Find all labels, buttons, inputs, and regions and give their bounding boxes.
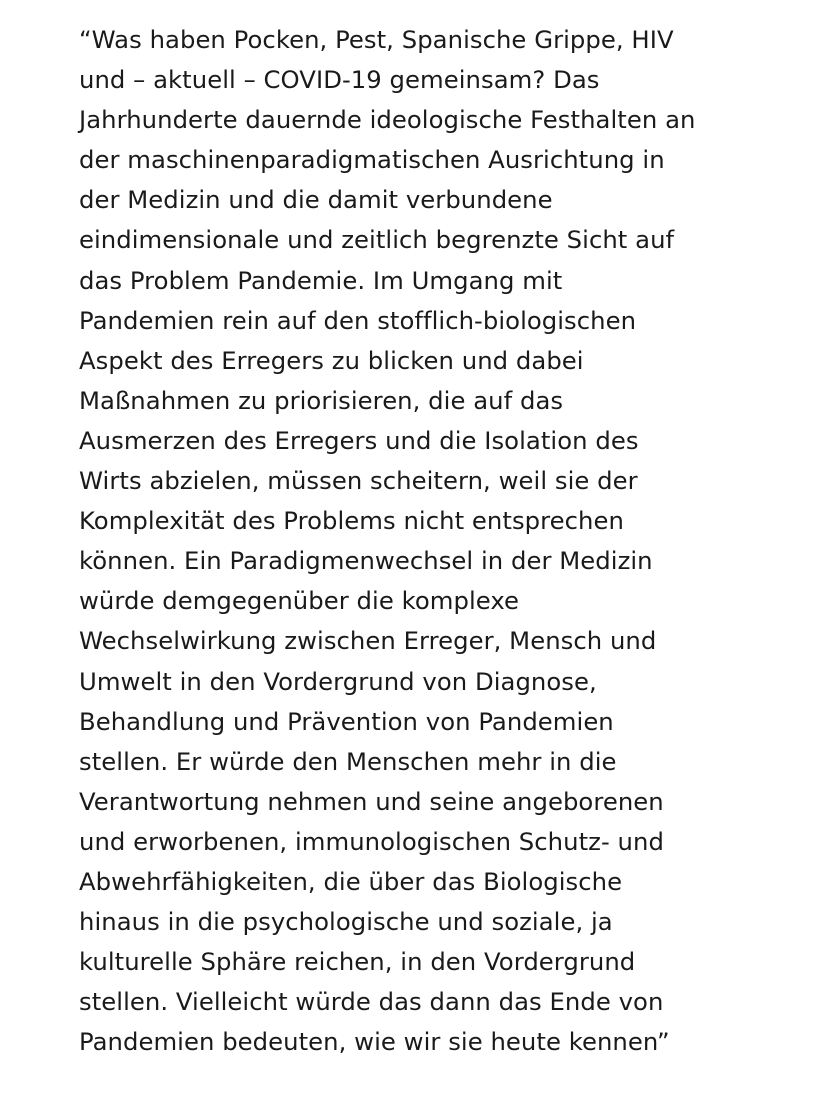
quote-line: Ausmerzen des Erregers und die Isolation des [79,425,639,455]
quote-line: Umwelt in den Vordergrund von Diagnose, [79,666,597,696]
quote-line: Jahrhunderte dauernde ideologische Festhalten an [79,105,696,135]
quote-line: Wechselwirkung zwischen Erreger, Mensch und [79,626,657,656]
quote-line: Maßnahmen zu priorisieren, die auf das [79,385,564,415]
quote-line: der maschinenparadigmatischen Ausrichtung in [79,145,665,175]
quote-line: würde demgegenüber die komplexe [79,586,519,616]
quote-line: Verantwortung nehmen und seine angeborenen [79,786,664,816]
quote-text-block [79,20,819,1062]
quote-line: stellen. Vielleicht würde das dann das Ende von [79,987,664,1017]
quote-line: und – aktuell – COVID-19 gemeinsam? Das [79,65,600,95]
quote-line: Abwehrfähigkeiten, die über das Biologische [79,866,623,896]
quote-line: Pandemien rein auf den stofflich-biologischen [79,305,637,335]
quote-line: eindimensionale und zeitlich begrenzte Sicht auf [79,225,675,255]
quote-line: Wirts abzielen, müssen scheitern, weil sie der [79,466,638,496]
quote-line: können. Ein Paradigmenwechsel in der Medizin [79,546,653,576]
quote-line: der Medizin und die damit verbundene [79,185,553,215]
quote-line: stellen. Er würde den Menschen mehr in die [79,746,617,776]
quote-line: “Was haben Pocken, Pest, Spanische Grippe, HIV [79,25,674,54]
quote-line: hinaus in die psychologische und soziale, ja [79,907,613,937]
quote-line: Behandlung und Prävention von Pandemien [79,706,614,736]
quote-line: das Problem Pandemie. Im Umgang mit [79,265,563,295]
quote-line: kulturelle Sphäre reichen, in den Vordergrund [79,947,636,977]
quote-line: Pandemien bedeuten, wie wir sie heute kennen” [79,1027,670,1057]
quote-line: Komplexität des Problems nicht entsprechen [79,506,624,536]
quote-line: Aspekt des Erregers zu blicken und dabei [79,345,584,375]
quote-line: und erworbenen, immunologischen Schutz- und [79,826,664,856]
